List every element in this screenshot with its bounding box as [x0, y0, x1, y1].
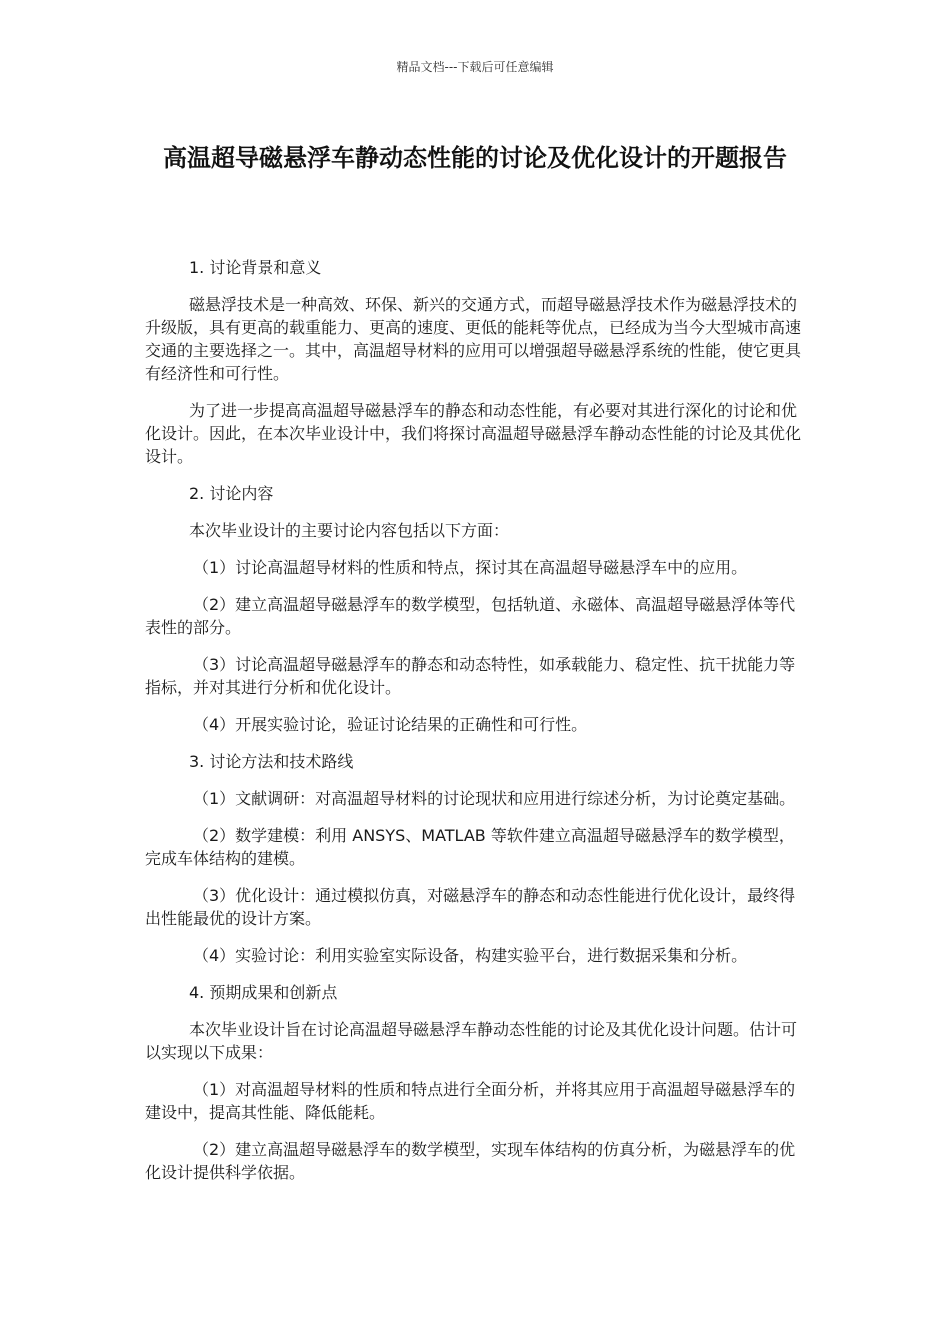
body-paragraph: 为了进一步提高高温超导磁悬浮车的静态和动态性能，有必要对其进行深化的讨论和优化设计。因此，在本次毕业设计中，我们将探讨高温超导磁悬浮车静动态性能的讨论及其优化设计。: [145, 401, 802, 466]
list-item: （2）建立高温超导磁悬浮车的数学模型，包括轨道、永磁体、高温超导磁悬浮体等代表性的部分。: [145, 595, 796, 637]
body-paragraph: 本次毕业设计旨在讨论高温超导磁悬浮车静动态性能的讨论及其优化设计问题。估计可以实现以下成果：: [145, 1020, 798, 1062]
list-item: （1）文献调研：对高温超导材料的讨论现状和应用进行综述分析，为讨论奠定基础。: [193, 789, 796, 808]
section-heading: 2. 讨论内容: [189, 484, 274, 503]
list-item: （2）数学建模：利用 ANSYS、MATLAB 等软件建立高温超导磁悬浮车的数学模型，完成车体结构的建模。: [145, 826, 795, 868]
list-item: （3）优化设计：通过模拟仿真，对磁悬浮车的静态和动态性能进行优化设计，最终得出性能最优的设计方案。: [145, 886, 796, 928]
page-header-note: 精品文档---下载后可任意编辑: [396, 60, 554, 74]
section-heading: 4. 预期成果和创新点: [189, 983, 338, 1002]
list-item: （2）建立高温超导磁悬浮车的数学模型，实现车体结构的仿真分析，为磁悬浮车的优化设计提供科学依据。: [145, 1140, 796, 1182]
list-item: （1）对高温超导材料的性质和特点进行全面分析，并将其应用于高温超导磁悬浮车的建设中，提高其性能、降低能耗。: [145, 1080, 796, 1122]
list-item: （1）讨论高温超导材料的性质和特点，探讨其在高温超导磁悬浮车中的应用。: [193, 558, 748, 577]
list-item: （3）讨论高温超导磁悬浮车的静态和动态特性，如承载能力、稳定性、抗干扰能力等指标，并对其进行分析和优化设计。: [145, 655, 796, 697]
list-item: （4）实验讨论：利用实验室实际设备，构建实验平台，进行数据采集和分析。: [193, 946, 748, 965]
section-heading: 1. 讨论背景和意义: [189, 258, 322, 277]
document-title: 高温超导磁悬浮车静动态性能的讨论及优化设计的开题报告: [163, 144, 787, 172]
body-paragraph: 磁悬浮技术是一种高效、环保、新兴的交通方式，而超导磁悬浮技术作为磁悬浮技术的升级版，具有更高的载重能力、更高的速度、更低的能耗等优点，已经成为当今大型城市高速交通的主要选择之一。其中，高温超导材料的应用可以增强超导磁悬浮系统的性能，使它更具有经济性和可行性。: [145, 295, 802, 383]
body-paragraph: 本次毕业设计的主要讨论内容包括以下方面：: [189, 521, 510, 540]
document-body: [145, 256, 805, 1198]
list-item: （4）开展实验讨论，验证讨论结果的正确性和可行性。: [193, 715, 588, 734]
section-heading: 3. 讨论方法和技术路线: [189, 752, 354, 771]
